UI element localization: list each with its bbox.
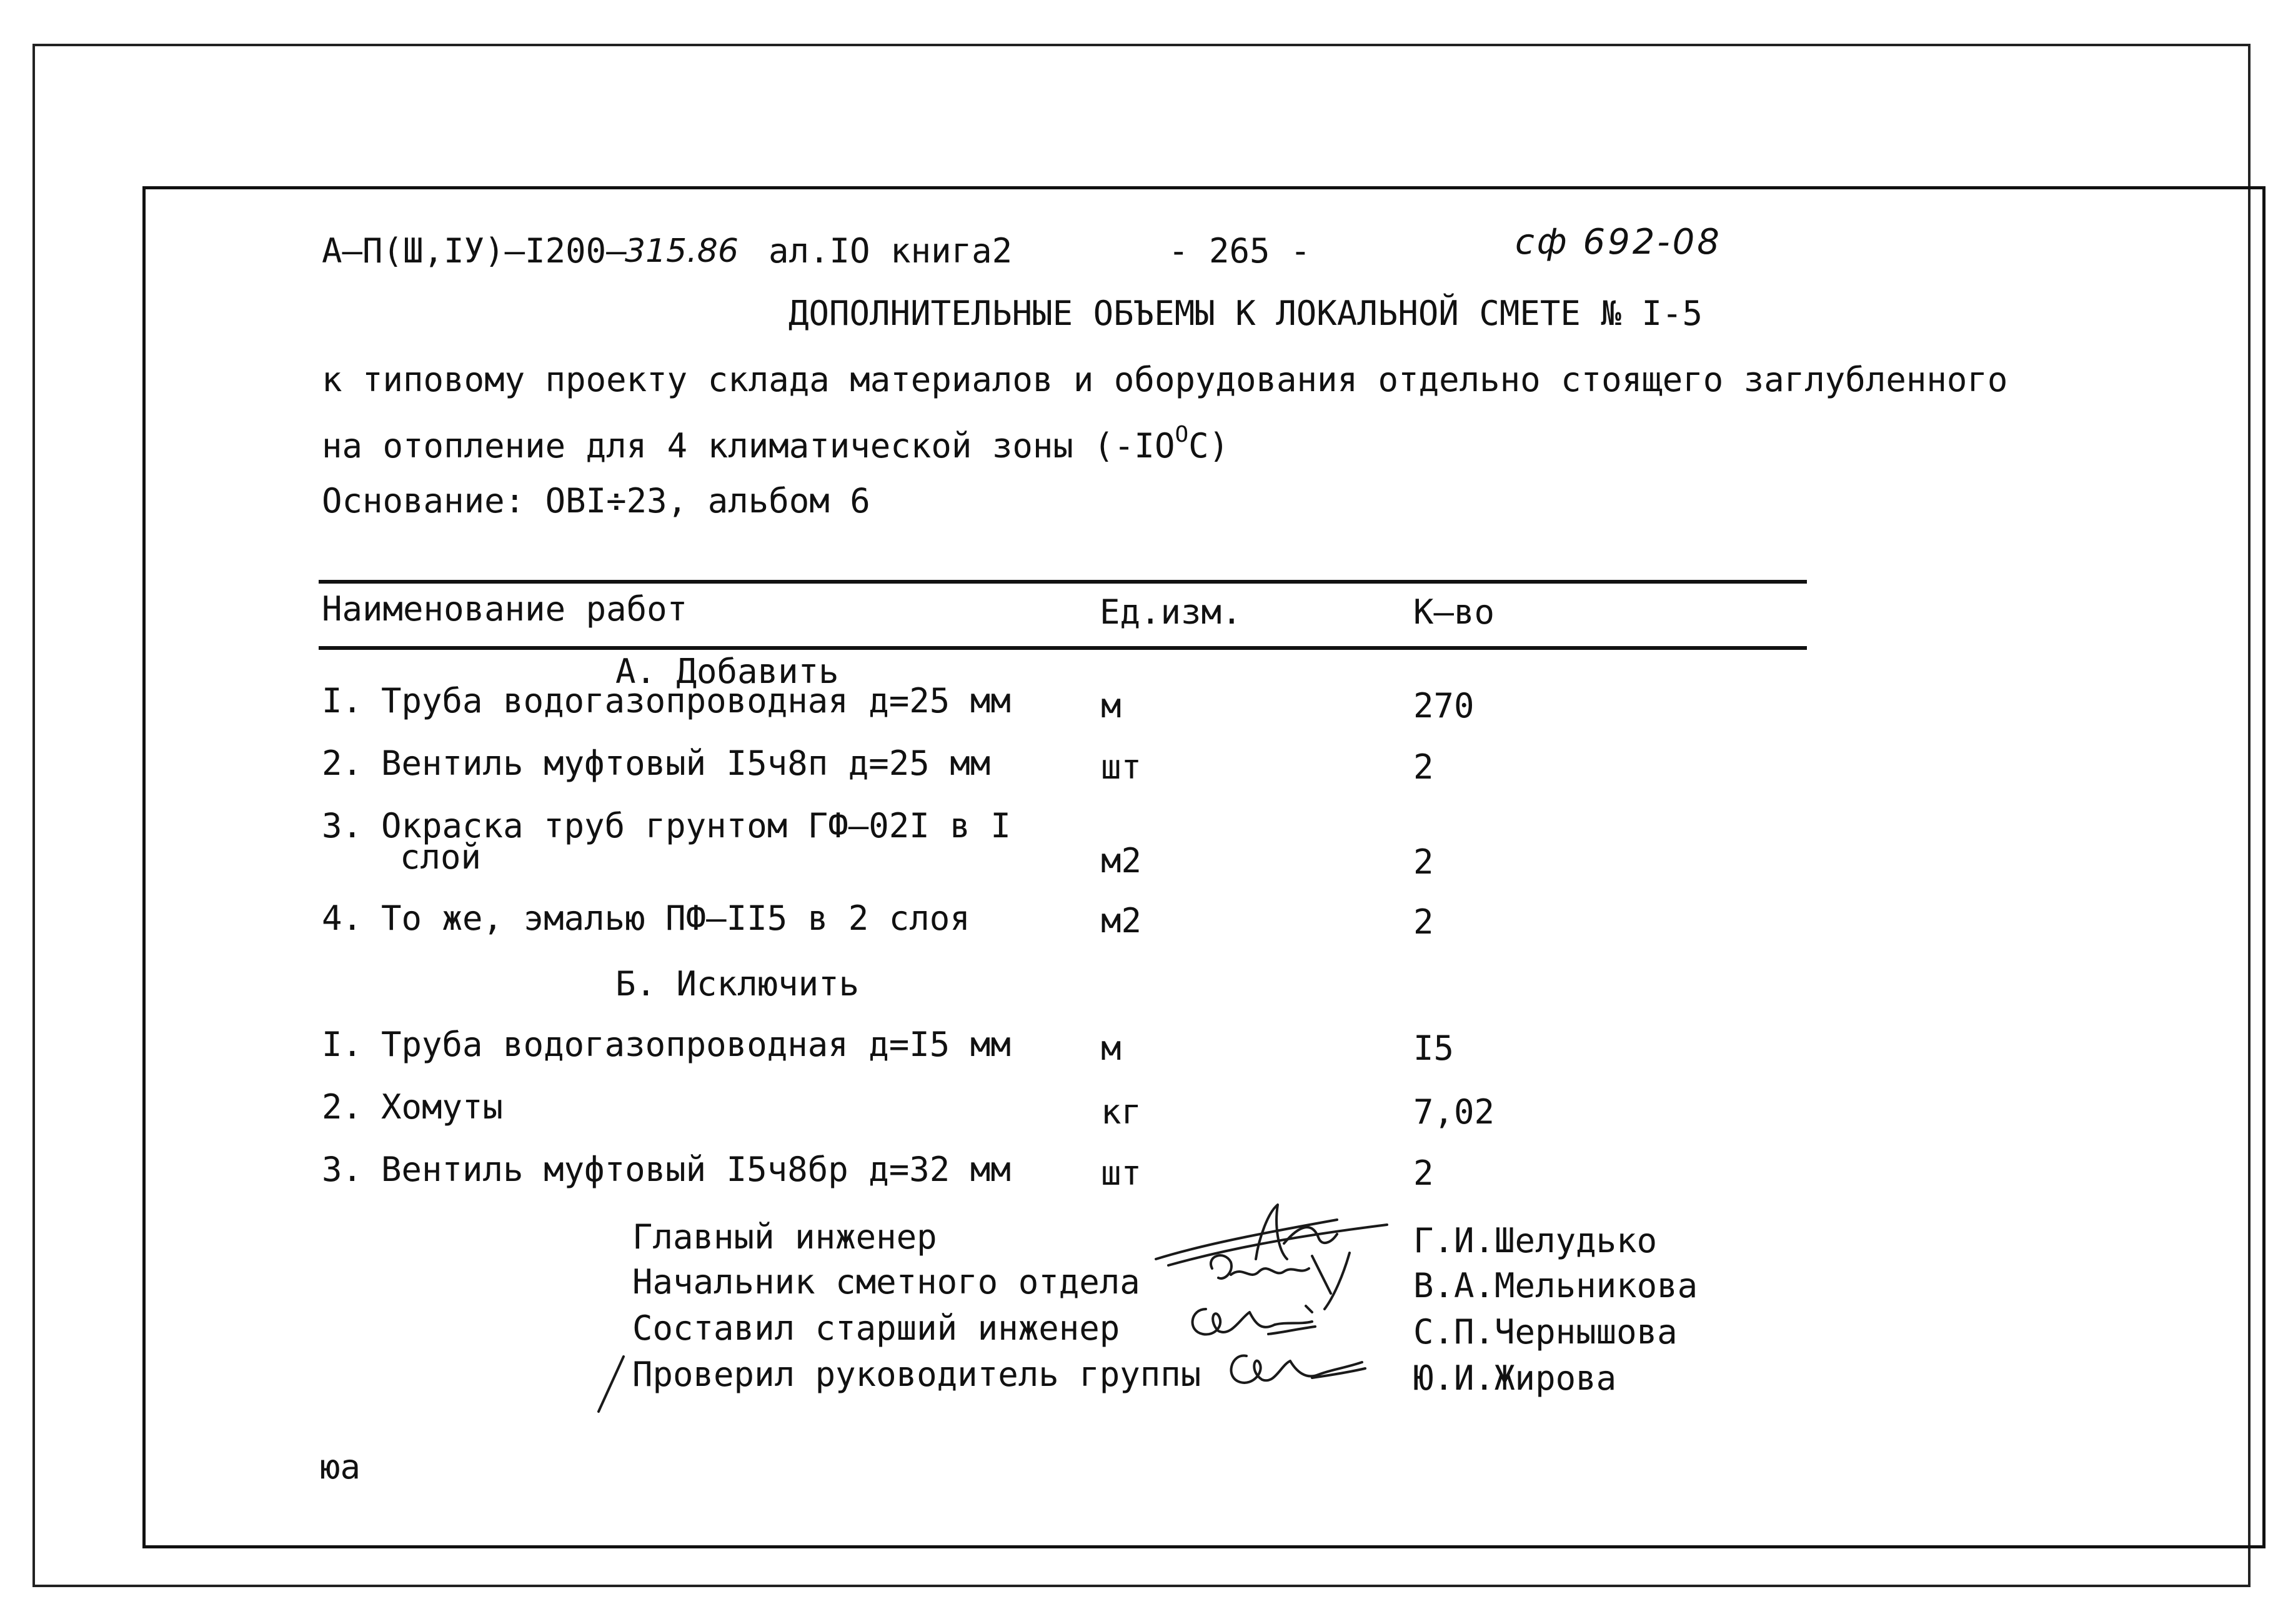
table-header-rule	[319, 646, 1807, 650]
row-b2-num: 2.	[322, 1087, 363, 1127]
subtitle-line2	[322, 420, 1229, 465]
signature-role-1: Главный инженер	[632, 1217, 937, 1257]
section-b-heading: Б. Исключить	[615, 964, 860, 1004]
row-a3-name-cont: слой	[400, 837, 482, 877]
row-b1-qty: I5	[1413, 1029, 1455, 1068]
row-a3-name: Окраска труб грунтом ГФ–02I в I	[381, 806, 1011, 845]
row-b2-unit: кг	[1101, 1092, 1142, 1132]
row-a3-unit: м2	[1101, 841, 1142, 880]
signature-name-3: С.П.Чернышова	[1413, 1312, 1678, 1352]
signature-role-3: Составил старший инженер	[632, 1308, 1120, 1348]
row-a3-num: 3.	[322, 806, 363, 845]
row-a3-qty: 2	[1413, 842, 1434, 882]
doc-code: А–П(Ш,IУ)–I200–	[322, 231, 627, 271]
signature-name-2: В.А.Мельникова	[1413, 1266, 1698, 1305]
row-b1-unit: м	[1101, 1029, 1122, 1068]
row-a2-unit: шт	[1101, 747, 1142, 787]
column-header-qty: К–во	[1413, 592, 1495, 632]
album-label: ал.IO книга2	[768, 231, 1013, 271]
signature-role-4: Проверил руководитель группы	[632, 1355, 1201, 1394]
row-b1-name: Труба водогазопроводная д=I5 мм	[381, 1025, 1011, 1064]
column-header-name: Наименование работ	[322, 589, 688, 629]
row-b3-qty: 2	[1413, 1153, 1434, 1193]
basis-line: Основание: OBI÷23, альбом 6	[322, 481, 870, 521]
page-title: ДОПОЛНИТЕЛЬНЫЕ ОБЪЕМЫ К ЛОКАЛЬНОЙ СМЕТЕ № I-5	[788, 294, 1703, 333]
row-a2-qty: 2	[1413, 747, 1434, 787]
row-a4-unit: м2	[1101, 901, 1142, 940]
row-b3-num: 3.	[322, 1150, 363, 1189]
signature-name-1: Г.И.Шелудько	[1413, 1221, 1658, 1260]
row-a1-name: Труба водогазопроводная д=25 мм	[381, 681, 1011, 720]
row-a4-qty: 2	[1413, 902, 1434, 942]
row-a2-num: 2.	[322, 744, 363, 783]
row-a1-qty: 270	[1413, 686, 1475, 725]
signature-name-4: Ю.И.Жирова	[1413, 1358, 1617, 1398]
row-b1-num: I.	[322, 1025, 363, 1064]
row-b3-unit: шт	[1101, 1153, 1142, 1193]
column-header-unit: Ед.изм.	[1100, 592, 1242, 632]
degree-sign: O	[1175, 422, 1189, 447]
row-b3-name: Вентиль муфтовый I5ч8бр д=32 мм	[381, 1150, 1011, 1189]
row-a4-name: То же, эмалью ПФ–II5 в 2 слоя	[381, 899, 970, 938]
subtitle-line2-prefix: на отопление для 4 климатической зоны (-IO	[322, 426, 1175, 466]
row-a1-unit: м	[1101, 686, 1122, 725]
signature-role-2: Начальник сметного отдела	[632, 1262, 1140, 1302]
sf-number: сф 692-08	[1515, 222, 1722, 262]
signature-scribble-3	[1181, 1297, 1368, 1347]
doc-code-handwritten: 315.86	[625, 232, 739, 270]
signature-scribble-4	[1218, 1343, 1381, 1393]
row-a2-name: Вентиль муфтовый I5ч8п д=25 мм	[381, 744, 991, 783]
row-b2-qty: 7,02	[1413, 1092, 1495, 1132]
page-number: - 265 -	[1168, 231, 1311, 271]
table-top-rule	[319, 580, 1807, 584]
row-b2-name: Хомуты	[381, 1087, 504, 1127]
subtitle-line1: к типовому проекту склада материалов и оборудования отдельно стоящего заглубленного	[322, 360, 2008, 399]
row-a1-num: I.	[322, 681, 363, 720]
row-a4-num: 4.	[322, 899, 363, 938]
footer-mark: юа	[320, 1447, 361, 1487]
check-slash-mark	[592, 1353, 630, 1415]
subtitle-line2-suffix: C)	[1188, 426, 1230, 466]
section-a-heading: А. Добавить	[615, 652, 839, 691]
